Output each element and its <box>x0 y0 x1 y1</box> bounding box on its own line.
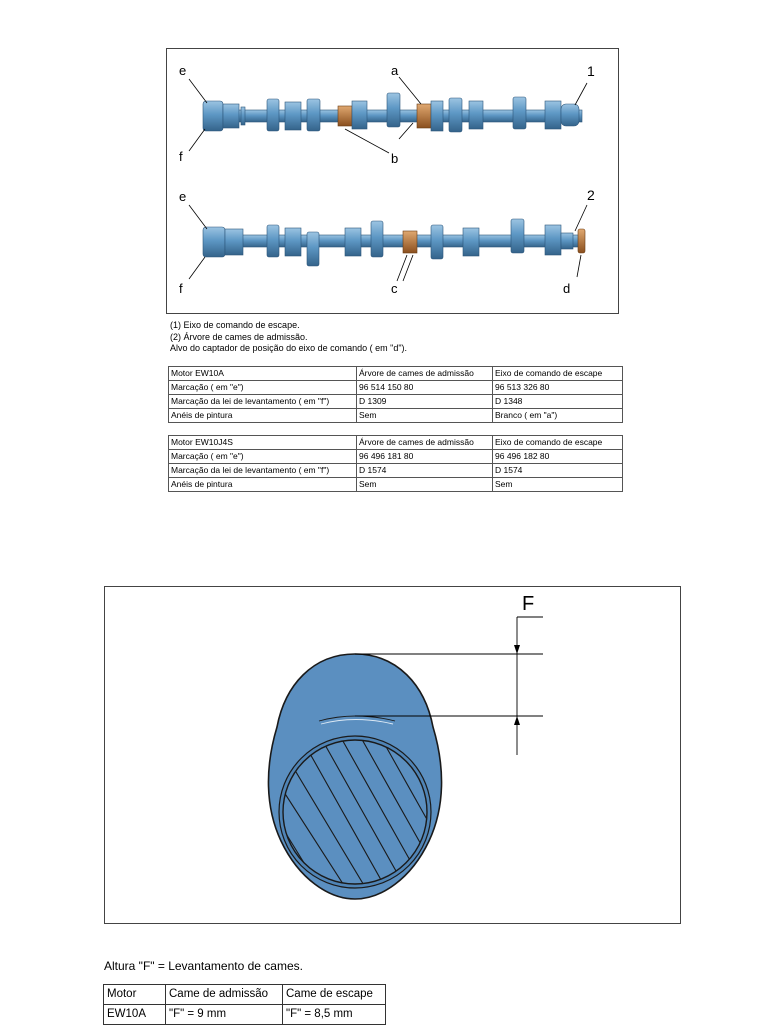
table-cell: Eixo de comando de escape <box>493 367 623 381</box>
callout-f-bottom: f <box>179 281 183 296</box>
table-row <box>169 395 623 409</box>
table-cell: Branco ( em "a") <box>493 409 623 423</box>
table-cell: Sem <box>357 478 493 492</box>
figure-captions <box>170 320 407 355</box>
table-cell: D 1348 <box>493 395 623 409</box>
table-cell: Motor EW10J4S <box>169 436 357 450</box>
table-cell: Motor EW10A <box>169 367 357 381</box>
callout-1: 1 <box>587 63 595 79</box>
table-cell: Marcação da lei de levantamento ( em "f") <box>169 395 357 409</box>
intake-camshaft <box>189 205 587 281</box>
camshaft-figure <box>166 48 619 314</box>
camshaft-illustration <box>167 49 620 315</box>
table-cell: Motor <box>104 985 166 1005</box>
cam-lift-table <box>103 984 386 1025</box>
table-cell: Sem <box>493 478 623 492</box>
callout-e-top: e <box>179 63 187 78</box>
table-cell: D 1309 <box>357 395 493 409</box>
exhaust-camshaft <box>189 77 587 153</box>
table-cell: 96 496 181 80 <box>357 450 493 464</box>
callout-d: d <box>563 281 571 296</box>
table-row <box>169 367 623 381</box>
table-cell: Came de escape <box>283 985 386 1005</box>
table-cell: D 1574 <box>357 464 493 478</box>
callout-c: c <box>391 281 398 296</box>
table-cell: "F" = 9 mm <box>166 1005 283 1025</box>
table-row <box>104 985 386 1005</box>
dimension-label-f: F <box>522 593 535 615</box>
table-cell: Marcação ( em "e") <box>169 381 357 395</box>
table-row <box>169 381 623 395</box>
callout-b: b <box>391 151 399 166</box>
ew10j4s-spec-table <box>168 435 623 492</box>
table-cell: 96 496 182 80 <box>493 450 623 464</box>
table-cell: Árvore de cames de admissão <box>357 367 493 381</box>
table-cell: 96 513 326 80 <box>493 381 623 395</box>
callout-a: a <box>391 63 399 78</box>
cam-lobe-figure <box>104 586 681 924</box>
table-cell: EW10A <box>104 1005 166 1025</box>
table-cell: Anéis de pintura <box>169 478 357 492</box>
ew10a-spec-table <box>168 366 623 423</box>
callout-f-top: f <box>179 149 183 164</box>
callout-2: 2 <box>587 187 595 203</box>
table-row <box>169 450 623 464</box>
table-cell: 96 514 150 80 <box>357 381 493 395</box>
table-cell: Marcação ( em "e") <box>169 450 357 464</box>
table-cell: D 1574 <box>493 464 623 478</box>
table-cell: "F" = 8,5 mm <box>283 1005 386 1025</box>
table-cell: Came de admissão <box>166 985 283 1005</box>
table-row <box>169 436 623 450</box>
cam-lobe-illustration <box>105 587 682 925</box>
caption-intake: (2) Árvore de cames de admissão. <box>170 331 308 342</box>
table-cell: Sem <box>357 409 493 423</box>
table-row <box>169 409 623 423</box>
table-cell: Eixo de comando de escape <box>493 436 623 450</box>
table-row <box>169 464 623 478</box>
table-cell: Marcação da lei de levantamento ( em "f") <box>169 464 357 478</box>
table-cell: Anéis de pintura <box>169 409 357 423</box>
table-cell: Árvore de cames de admissão <box>357 436 493 450</box>
caption-target: Alvo do captador de posição do eixo de comando ( em "d"). <box>170 343 408 353</box>
callout-e-bottom: e <box>179 189 187 204</box>
caption-exhaust: (1) Eixo de comando de escape. <box>170 320 300 330</box>
table-row <box>104 1005 386 1025</box>
cam-lift-note: Altura "F" = Levantamento de cames. <box>104 959 303 973</box>
table-row <box>169 478 623 492</box>
